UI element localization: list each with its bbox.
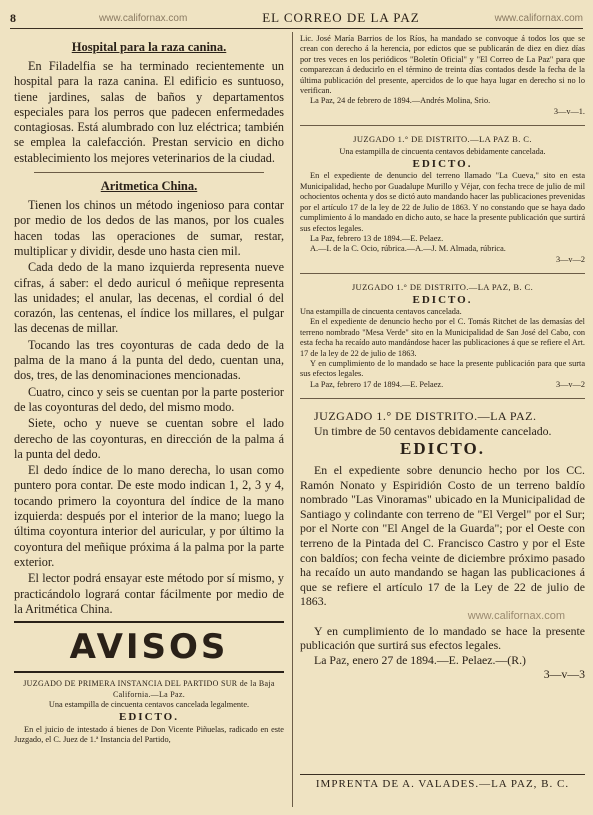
notice-separator [300, 273, 585, 274]
watermark-left: www.californax.com [98, 12, 188, 24]
edicto1-juzgado: JUZGADO 1.° DE DISTRITO.—LA PAZ B. C. [353, 134, 532, 145]
edicto-mesa-verde [300, 282, 585, 390]
edicto3-stamp: Un timbre de 50 centavos debidamente cancelado. [314, 423, 552, 438]
avisos-juzgado: JUZGADO DE PRIMERA INSTANCIA DEL PARTIDO SUR de la Baja California.—La Paz. [23, 679, 275, 699]
hospital-article [14, 59, 284, 166]
continuation-text: Lic. José María Barrios de los Ríos, ha mandado se convoque á todos los que se crean con derecho á la herencia, por edictos que se publicarán de diez en diez días por tres veces en los periódicos "Boletín Oficial" y "El Correo de La Paz" para que comparezcan á deducirlo en el término de treinta días contados desde la fecha de la última publicación del presente, apercidos de lo que haya lugar en derecho si no lo verifican. [300, 34, 585, 96]
edicto2-footer [300, 380, 585, 390]
edicto1-date: La Paz, febrero 13 de 1894.—E. Pelaez. [310, 233, 444, 243]
hospital-paragraph: En Filadelfia se ha terminado recientemente un hospital para la raza canina. El edificio es suntuoso, tiene jardines, salas de baños y departamentos especiales para los perros que padecen enfermedades contagiosas. Está alumbrado con luz eléctrica; también se emplea la calefacción. Prestan servicio en dicho establecimiento los mejores veterinarios de la ciudad. [14, 59, 284, 165]
edicto2-text2: Y en cumplimiento de lo mandado se hace la presente publicación para que surta sus efectos legales. [300, 358, 585, 379]
aritmetica-paragraph: El dedo índice de lo mano derecha, lo usan como puntero pora contar. De este modo indican 1, 2, 3 y 4, tocando primero la coyontura del índice de la mano izquierda: después por el interior de la mano; luego la última coyontura interior del auricular, y por último la coyontura del meñique próxima á la palma por la parte exterior. [14, 463, 284, 569]
edicto3-title: EDICTO. [399, 439, 485, 459]
continuation-date: La Paz, 24 de febrero de 1894.—Andrés Molina, Srio. [310, 96, 491, 106]
edicto2-title: EDICTO. [412, 293, 473, 306]
newspaper-title: EL CORREO DE LA PAZ [262, 10, 420, 25]
edicto3-watermark: www.californax.com [467, 609, 565, 622]
edicto1-code: 3—v—2 [555, 254, 585, 264]
edicto3-text: En el expediente sobre denuncio hecho por los CC. Ramón Nonato y Espiridión Costo de un terreno baldío nombrado "Las Vinoramas" ubicado en la Municipalidad de Santiago y colindante con terreno de "El Vergel" por el Sur; por el Norte con "El Angel de la Guarda"; por el Oeste con terreno de la Pintada del C. Francisco Castro y por el Este con baldíos; con fecha veinte de diciembre próximo pasado ha recaído un auto mandando se hagan las publicaciones á que se refiere el artículo 17 de la Ley de 22 de julio de 1863. [300, 462, 585, 609]
continuation-notice [300, 34, 585, 117]
hospital-title: Hospital para la raza canina. [71, 40, 227, 54]
edicto2-juzgado: JUZGADO 1.° DE DISTRITO.—LA PAZ, B. C. [351, 282, 534, 293]
edicto1-signers: A.—I. de la C. Ocio, rúbrica.—A.—J. M. Almada, rúbrica. [310, 244, 506, 254]
article-separator [34, 172, 264, 173]
edicto2-date: La Paz, febrero 17 de 1894.—E. Pelaez. [310, 379, 444, 389]
aritmetica-paragraph: Cuatro, cinco y seis se cuentan por la parte posterior de las coyonturas del dedo, del mismo modo. [14, 384, 284, 414]
continuation-code: 3—v—1. [553, 106, 585, 116]
aritmetica-paragraph: El lector podrá ensayar este método por sí mismo, y practicándolo logrará contar fácilmente por medio de la Aritmética China. [14, 571, 284, 616]
avisos-text: En el juicio de intestado á bienes de Don Vicente Piñuelas, radicado en este Juzgado, el C. Juez de 1.ª Instancia del Partido, [14, 724, 284, 745]
avisos-edicto-title: EDICTO. [119, 711, 179, 724]
right-column [300, 34, 585, 809]
notice-separator [300, 398, 585, 399]
edicto3-date: La Paz, enero 27 de 1894.—E. Pelaez.—(R.) [314, 652, 526, 667]
edicto2-stamp: Una estampilla de cincuenta centavos cancelada. [300, 306, 462, 316]
edicto1-stamp: Una estampilla de cincuenta centavos debidamente cancelada. [339, 146, 546, 156]
imprenta-footer: IMPRENTA DE A. VALADES.—LA PAZ, B. C. [300, 774, 585, 790]
avisos-stamp: Una estampilla de cincuenta centavos cancelada legalmente. [48, 699, 250, 709]
aritmetica-article [14, 198, 284, 617]
column-divider [292, 32, 293, 807]
watermark-right: www.californax.com [494, 12, 583, 24]
aritmetica-paragraph: Tienen los chinos un método ingenioso para contar por medio de los dedos de las manos, por los cuales hacen todas las operaciones de sumar, restar, multiplicar y dividir, desde uno hasta cien mil. [14, 198, 284, 258]
edicto-las-vinoramas [300, 409, 585, 682]
avisos-heading: AVISOS [14, 621, 284, 673]
notice-separator [300, 125, 585, 126]
edicto3-code: 3—v—3 [543, 667, 585, 682]
edicto1-text: En el expediente de denuncio del terreno llamado "La Cueva," sito en esta Municipalidad, hecho por Guadalupe Murillo y Véjar, con fecha trece de julio de mil ochocientos ochenta y dos se dictó auto mandando hacer las publicaciones prevenidas por el artículo 17 de la ley de 22 de Julio de 1863. Y no constando que se haya dado cumplimiento á lo mandado en dicho auto, se hace la presente publicación que surtirá sus efectos legales. [300, 171, 585, 233]
aritmetica-title: Aritmetica China. [100, 179, 198, 194]
edicto2-code: 3—v—2 [555, 379, 585, 389]
left-column [14, 34, 284, 809]
edicto-la-cueva [300, 134, 585, 265]
aritmetica-paragraph: Tocando las tres coyonturas de cada dedo de la palma de la mano á la punta del dedo, cuentan una, dos, tres, de las denominaciones mencionadas. [14, 337, 284, 383]
page-header [10, 8, 583, 29]
aritmetica-paragraph: Siete, ocho y nueve se cuentan sobre el lado derecho de las coyonturas, en dirección de la palma á la punta del dedo. [14, 416, 284, 461]
edicto1-title: EDICTO. [412, 158, 473, 171]
edicto3-text2: Y en cumplimiento de lo mandado se hace la presente publicación que surtirá sus efectos legales. [300, 623, 585, 653]
aritmetica-paragraph: Cada dedo de la mano izquierda representa nueve cifras, á saber: el dedo auricul ó meñique representa las unidades; el anular, las decenas, el cordial ó del corazón, las centenas, el índice los millares, el pulgar las decenas de millar. [14, 260, 284, 336]
page-number: 8 [10, 10, 16, 25]
avisos-edicto [14, 679, 284, 745]
edicto3-juzgado: JUZGADO 1.° DE DISTRITO.—LA PAZ. [314, 409, 537, 424]
edicto2-text: En el expediente de denuncio hecho por el C. Tomás Ritchet de las demasías del terreno nombrado "Mesa Verde" sito en la Municipalidad de San José del Cabo, con esta fecha ha recaído auto mandándose hacer las publicaciones á que se refiere el Art. 17 de la ley de 22 de julio de 1863. [300, 317, 585, 358]
